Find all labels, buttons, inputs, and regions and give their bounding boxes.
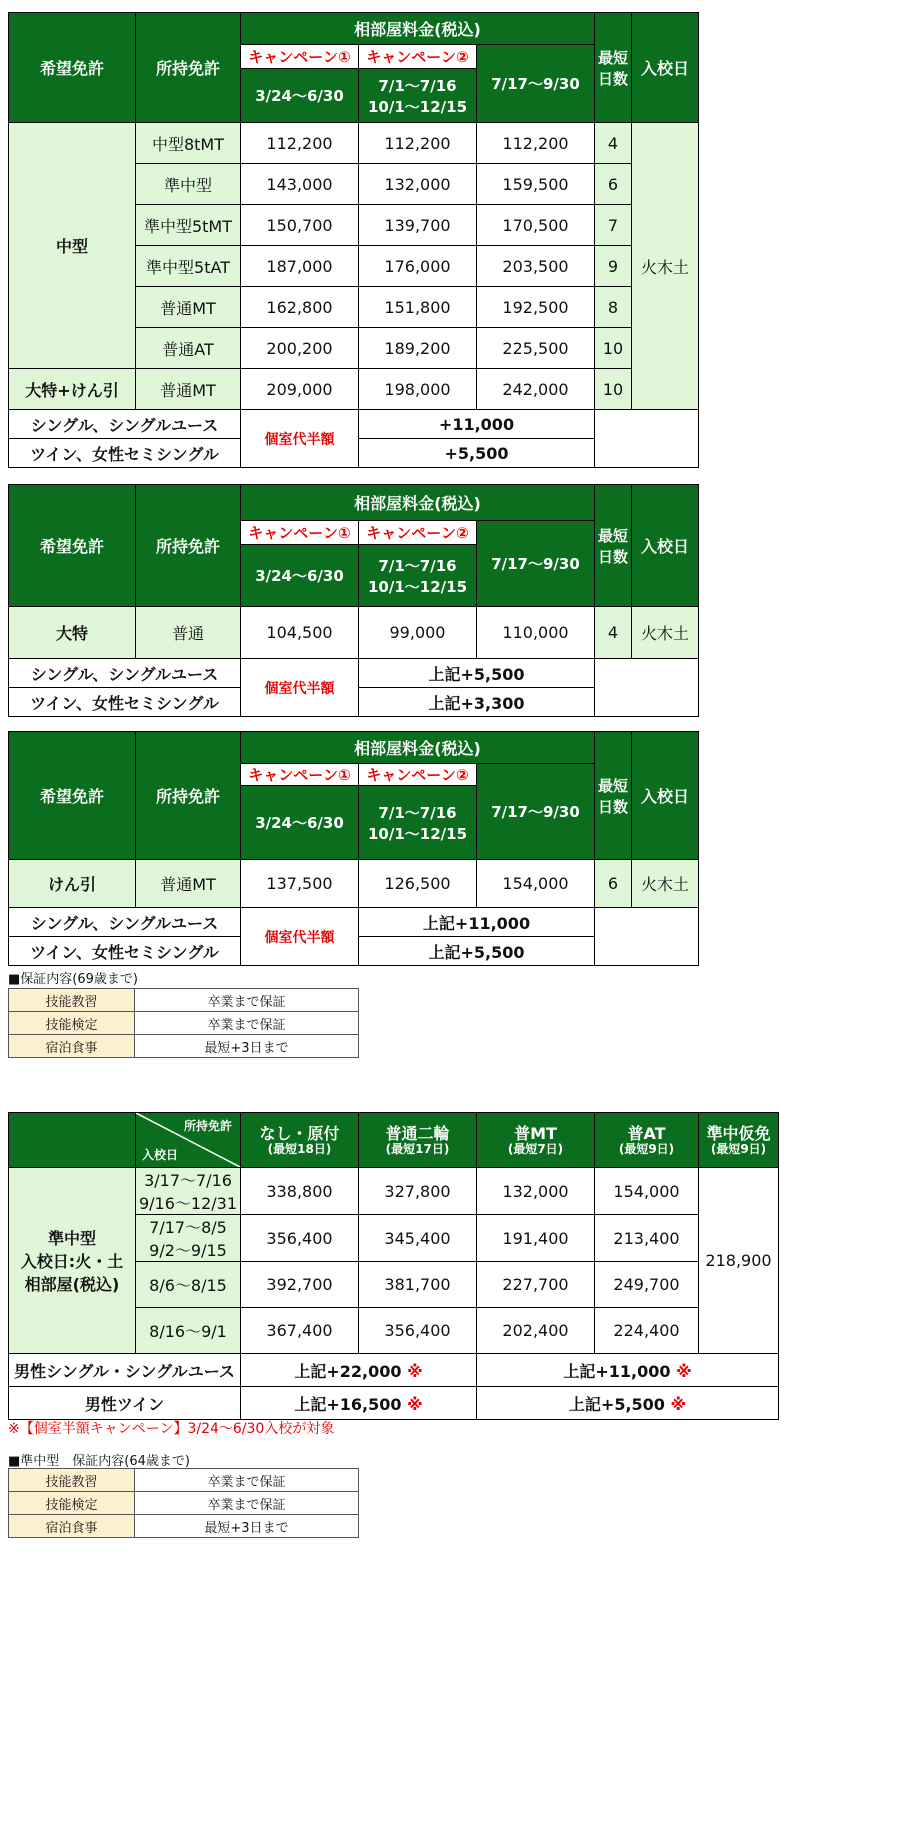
held-license: 普通AT bbox=[136, 328, 241, 369]
campaign-2-label: キャンペーン② bbox=[359, 521, 477, 545]
price-cell: 367,400 bbox=[241, 1308, 359, 1354]
single-add: 上記+11,000 bbox=[359, 908, 595, 937]
guarantee-value: 卒業まで保証 bbox=[135, 1492, 359, 1515]
period-2: 7/1～7/16 10/1～12/15 bbox=[359, 786, 477, 860]
header-price: 相部屋料金(税込) bbox=[241, 13, 595, 45]
price-cell: 227,700 bbox=[477, 1262, 595, 1308]
guarantee-key: 技能教習 bbox=[9, 1469, 135, 1492]
twin-add: +5,500 bbox=[359, 439, 595, 468]
guarantee-key: 宿泊食事 bbox=[9, 1515, 135, 1538]
price-cell: 159,500 bbox=[477, 164, 595, 205]
price-cell: 209,000 bbox=[241, 369, 359, 410]
price-cell: 126,500 bbox=[359, 860, 477, 908]
period-3: 7/17～9/30 bbox=[477, 45, 595, 123]
period-3: 7/17～9/30 bbox=[477, 521, 595, 607]
guarantee-value: 卒業まで保証 bbox=[135, 1012, 359, 1035]
price-cell: 345,400 bbox=[359, 1215, 477, 1262]
header-price: 相部屋料金(税込) bbox=[241, 732, 595, 764]
days-cell: 6 bbox=[595, 860, 632, 908]
half-price-label: 個室代半額 bbox=[241, 410, 359, 468]
empty-cell bbox=[595, 410, 699, 468]
held-license: 準中型5tAT bbox=[136, 246, 241, 287]
campaign-footnote: ※【個室半額キャンペーン】3/24～6/30入校が対象 bbox=[8, 1421, 335, 1437]
period-1: 3/24～6/30 bbox=[241, 786, 359, 860]
single-room-label: シングル、シングルユース bbox=[9, 410, 241, 439]
price-cell: 356,400 bbox=[359, 1308, 477, 1354]
period-cell: 8/6～8/15 bbox=[136, 1262, 241, 1308]
junchu-label: 準中型 入校日:火・土 相部屋(税込) bbox=[9, 1168, 136, 1354]
header-desired: 希望免許 bbox=[9, 485, 136, 607]
price-cell: 151,800 bbox=[359, 287, 477, 328]
period-cell: 7/17～8/5 9/2～9/15 bbox=[136, 1215, 241, 1262]
diag-top-label: 所持免許 bbox=[183, 1119, 232, 1133]
price-cell: 200,200 bbox=[241, 328, 359, 369]
price-cell: 224,400 bbox=[595, 1308, 699, 1354]
price-table-chugata bbox=[8, 12, 699, 468]
price-cell: 132,000 bbox=[477, 1168, 595, 1215]
price-cell: 162,800 bbox=[241, 287, 359, 328]
price-cell: 381,700 bbox=[359, 1262, 477, 1308]
campaign-2-label: キャンペーン② bbox=[359, 45, 477, 69]
header-diagonal bbox=[136, 1113, 241, 1168]
campaign-2-label: キャンペーン② bbox=[359, 764, 477, 786]
guarantee-key: 技能検定 bbox=[9, 1012, 135, 1035]
entry-days: 火木土 bbox=[632, 860, 699, 908]
guarantee-value: 最短+3日まで bbox=[135, 1035, 359, 1058]
header-entry: 入校日 bbox=[632, 732, 699, 860]
price-cell: 327,800 bbox=[359, 1168, 477, 1215]
empty-cell bbox=[595, 908, 699, 966]
price-cell: 104,500 bbox=[241, 607, 359, 659]
col-header: 準中仮免 (最短9日) bbox=[699, 1113, 779, 1168]
twin-room-label: ツイン、女性セミシングル bbox=[9, 937, 241, 966]
guarantee-value: 卒業まで保証 bbox=[135, 989, 359, 1012]
guarantee-table bbox=[8, 988, 359, 1058]
held-license: 普通MT bbox=[136, 287, 241, 328]
price-cell: 213,400 bbox=[595, 1215, 699, 1262]
held-license: 準中型5tMT bbox=[136, 205, 241, 246]
male-twin-add-b: 上記+5,500 ※ bbox=[477, 1387, 779, 1420]
twin-add: 上記+3,300 bbox=[359, 688, 595, 717]
price-cell: 154,000 bbox=[477, 860, 595, 908]
price-cell: 154,000 bbox=[595, 1168, 699, 1215]
period-1: 3/24～6/30 bbox=[241, 545, 359, 607]
desired-license: 大特+けん引 bbox=[9, 369, 136, 410]
male-twin-label: 男性ツイン bbox=[9, 1387, 241, 1420]
price-cell: 99,000 bbox=[359, 607, 477, 659]
held-license: 普通MT bbox=[136, 369, 241, 410]
col-header: なし・原付 (最短18日) bbox=[241, 1113, 359, 1168]
period-cell: 8/16～9/1 bbox=[136, 1308, 241, 1354]
price-cell: 139,700 bbox=[359, 205, 477, 246]
single-add: 上記+5,500 bbox=[359, 659, 595, 688]
period-2: 7/1～7/16 10/1～12/15 bbox=[359, 545, 477, 607]
price-cell: 187,000 bbox=[241, 246, 359, 287]
male-single-add-a: 上記+22,000 ※ bbox=[241, 1354, 477, 1387]
col-header: 普通二輪 (最短17日) bbox=[359, 1113, 477, 1168]
entry-days: 火木土 bbox=[632, 123, 699, 410]
col-header: 普AT (最短9日) bbox=[595, 1113, 699, 1168]
header-shortest: 最短日数 bbox=[595, 13, 632, 123]
price-cell: 203,500 bbox=[477, 246, 595, 287]
header-shortest: 最短日数 bbox=[595, 485, 632, 607]
price-cell: 132,000 bbox=[359, 164, 477, 205]
price-cell: 225,500 bbox=[477, 328, 595, 369]
guarantee-value: 卒業まで保証 bbox=[135, 1469, 359, 1492]
guarantee-table-2 bbox=[8, 1468, 359, 1538]
period-3: 7/17～9/30 bbox=[477, 764, 595, 860]
header-entry: 入校日 bbox=[632, 485, 699, 607]
campaign-1-label: キャンペーン① bbox=[241, 521, 359, 545]
campaign-1-label: キャンペーン① bbox=[241, 764, 359, 786]
guarantee-title: ■保証内容(69歳まで) bbox=[8, 972, 138, 987]
price-cell: 112,200 bbox=[477, 123, 595, 164]
empty-cell bbox=[595, 659, 699, 717]
desired-license: 大特 bbox=[9, 607, 136, 659]
price-cell: 150,700 bbox=[241, 205, 359, 246]
header-held: 所持免許 bbox=[136, 13, 241, 123]
guarantee-key: 技能教習 bbox=[9, 989, 135, 1012]
price-cell: 110,000 bbox=[477, 607, 595, 659]
price-table-kenin bbox=[8, 731, 699, 966]
price-cell: 198,000 bbox=[359, 369, 477, 410]
male-single-add-b: 上記+11,000 ※ bbox=[477, 1354, 779, 1387]
twin-room-label: ツイン、女性セミシングル bbox=[9, 439, 241, 468]
guarantee-value: 最短+3日まで bbox=[135, 1515, 359, 1538]
price-cell: 112,200 bbox=[359, 123, 477, 164]
period-1: 3/24～6/30 bbox=[241, 69, 359, 123]
diag-bottom-label: 入校日 bbox=[142, 1148, 179, 1162]
karimen-price: 218,900 bbox=[699, 1168, 779, 1354]
price-cell: 137,500 bbox=[241, 860, 359, 908]
held-license: 普通MT bbox=[136, 860, 241, 908]
price-cell: 176,000 bbox=[359, 246, 477, 287]
group-label: 中型 bbox=[9, 123, 136, 369]
held-license: 普通 bbox=[136, 607, 241, 659]
guarantee-key: 技能検定 bbox=[9, 1492, 135, 1515]
days-cell: 8 bbox=[595, 287, 632, 328]
male-twin-add-a: 上記+16,500 ※ bbox=[241, 1387, 477, 1420]
price-cell: 356,400 bbox=[241, 1215, 359, 1262]
days-cell: 9 bbox=[595, 246, 632, 287]
price-cell: 202,400 bbox=[477, 1308, 595, 1354]
price-cell: 338,800 bbox=[241, 1168, 359, 1215]
twin-add: 上記+5,500 bbox=[359, 937, 595, 966]
price-cell: 143,000 bbox=[241, 164, 359, 205]
entry-days: 火木土 bbox=[632, 607, 699, 659]
header-desired: 希望免許 bbox=[9, 732, 136, 860]
held-license: 準中型 bbox=[136, 164, 241, 205]
price-cell: 192,500 bbox=[477, 287, 595, 328]
period-cell: 3/17～7/16 9/16～12/31 bbox=[136, 1168, 241, 1215]
single-room-label: シングル、シングルユース bbox=[9, 659, 241, 688]
price-cell: 189,200 bbox=[359, 328, 477, 369]
days-cell: 10 bbox=[595, 328, 632, 369]
price-cell: 249,700 bbox=[595, 1262, 699, 1308]
half-price-label: 個室代半額 bbox=[241, 908, 359, 966]
header-held: 所持免許 bbox=[136, 485, 241, 607]
campaign-1-label: キャンペーン① bbox=[241, 45, 359, 69]
price-cell: 392,700 bbox=[241, 1262, 359, 1308]
male-single-label: 男性シングル・シングルユース bbox=[9, 1354, 241, 1387]
price-cell: 112,200 bbox=[241, 123, 359, 164]
single-add: +11,000 bbox=[359, 410, 595, 439]
desired-license: けん引 bbox=[9, 860, 136, 908]
held-license: 中型8tMT bbox=[136, 123, 241, 164]
price-cell: 191,400 bbox=[477, 1215, 595, 1262]
header-entry: 入校日 bbox=[632, 13, 699, 123]
price-cell: 242,000 bbox=[477, 369, 595, 410]
twin-room-label: ツイン、女性セミシングル bbox=[9, 688, 241, 717]
single-room-label: シングル、シングルユース bbox=[9, 908, 241, 937]
header-desired: 希望免許 bbox=[9, 13, 136, 123]
half-price-label: 個室代半額 bbox=[241, 659, 359, 717]
guarantee-key: 宿泊食事 bbox=[9, 1035, 135, 1058]
header-price: 相部屋料金(税込) bbox=[241, 485, 595, 521]
days-cell: 10 bbox=[595, 369, 632, 410]
header-shortest: 最短日数 bbox=[595, 732, 632, 860]
days-cell: 4 bbox=[595, 123, 632, 164]
period-2: 7/1～7/16 10/1～12/15 bbox=[359, 69, 477, 123]
days-cell: 7 bbox=[595, 205, 632, 246]
col-header: 普MT (最短7日) bbox=[477, 1113, 595, 1168]
days-cell: 4 bbox=[595, 607, 632, 659]
price-cell: 170,500 bbox=[477, 205, 595, 246]
price-table-junchugata bbox=[8, 1112, 779, 1420]
header-blank bbox=[9, 1113, 136, 1168]
guarantee-title-2: ■準中型 保証内容(64歳まで) bbox=[8, 1454, 190, 1469]
header-held: 所持免許 bbox=[136, 732, 241, 860]
price-table-daitoku bbox=[8, 484, 699, 717]
days-cell: 6 bbox=[595, 164, 632, 205]
